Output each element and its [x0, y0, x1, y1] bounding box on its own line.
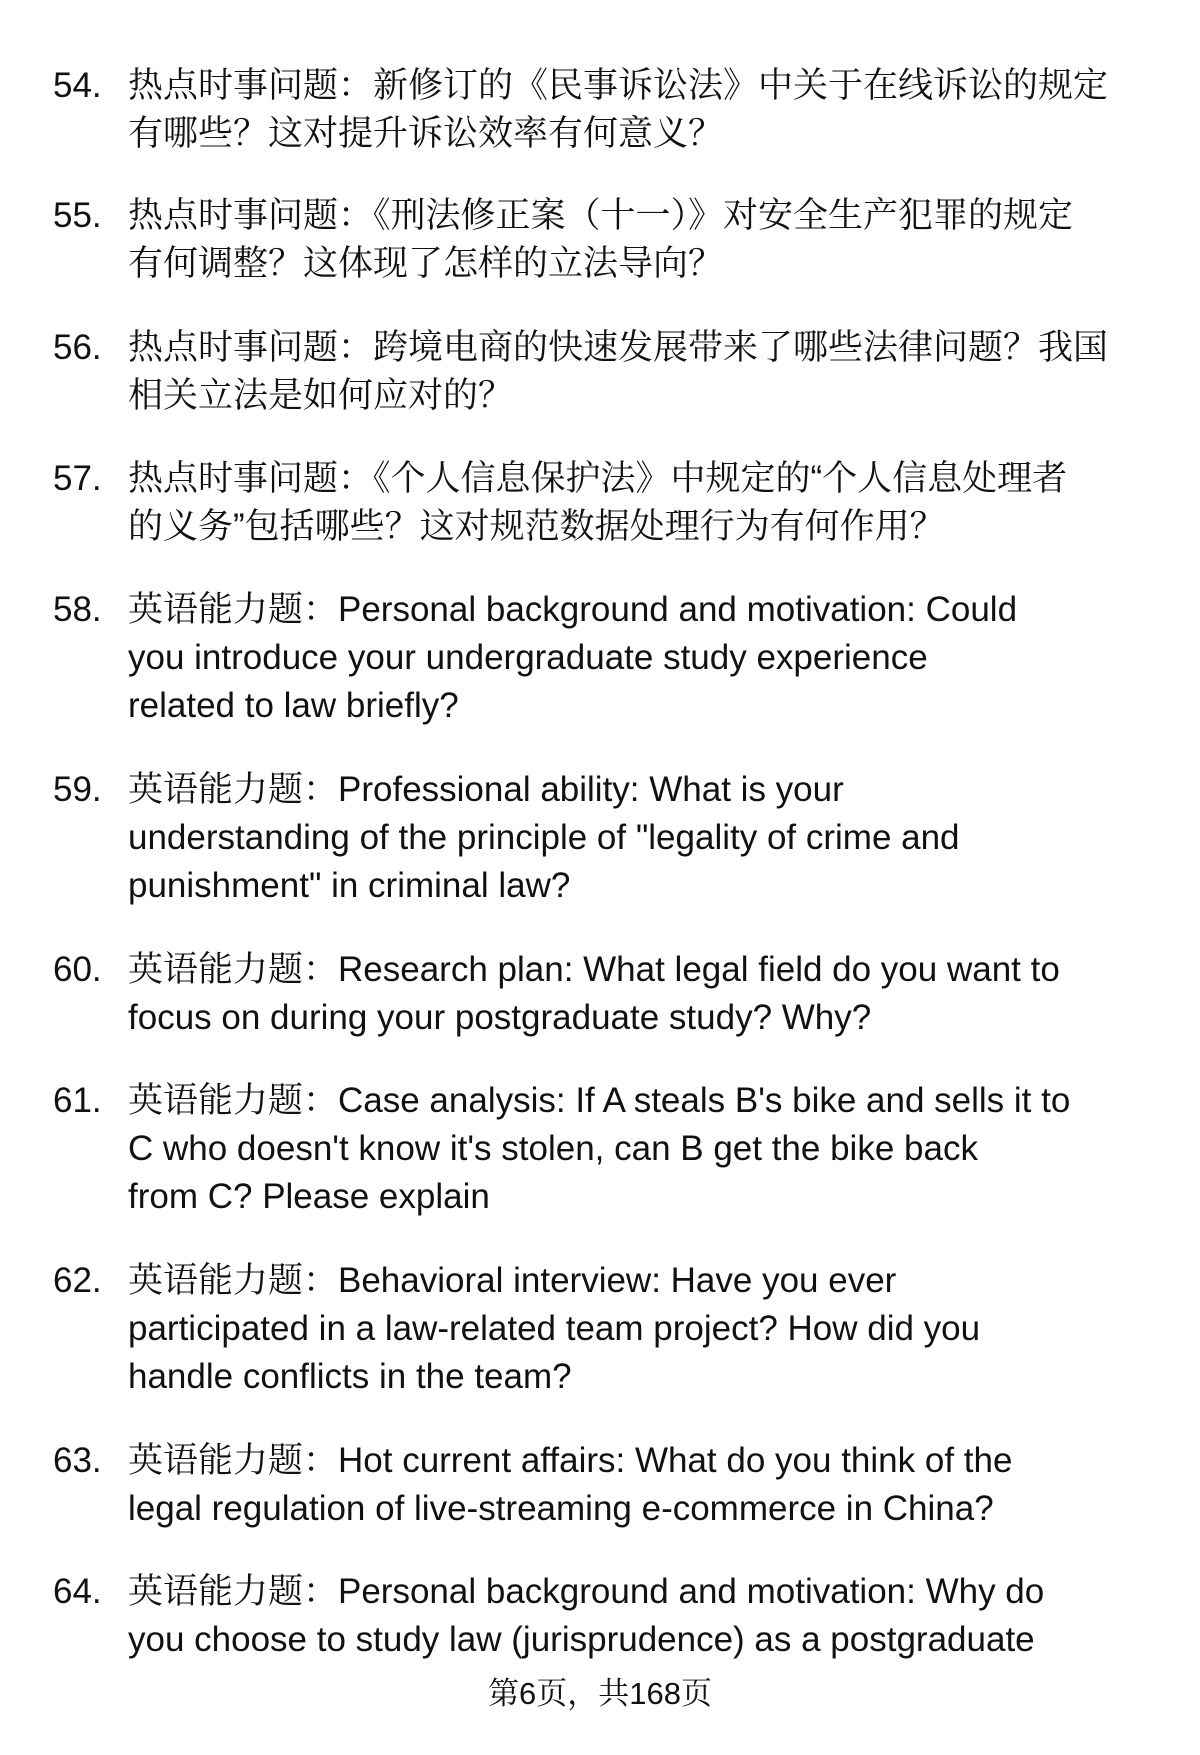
question-text-line: 热点时事问题：新修订的《民事诉讼法》中关于在线诉讼的规定: [128, 66, 1109, 105]
question-text: [128, 586, 1158, 730]
question-text-line: punishment" in criminal law?: [128, 866, 571, 905]
question-text-line: 英语能力题：Personal background and motivation: Why do: [128, 1572, 1045, 1611]
question-text: [128, 946, 1158, 1042]
question-text-line: participated in a law-related team project? How did you: [128, 1309, 981, 1348]
question-text: [128, 1568, 1158, 1664]
question-text: [128, 1257, 1158, 1401]
question-text-line: 热点时事问题：《刑法修正案（十一）》对安全生产犯罪的规定: [128, 196, 1074, 235]
question-text-line: 热点时事问题：跨境电商的快速发展带来了哪些法律问题？我国: [128, 328, 1109, 367]
question-text: [128, 455, 1158, 551]
question-text-line: understanding of the principle of "legality of crime and: [128, 818, 960, 857]
question-number: 61.: [53, 1081, 102, 1120]
question-text: [128, 766, 1158, 910]
question-text-line: related to law briefly?: [128, 686, 459, 725]
question-text-line: focus on during your postgraduate study? Why?: [128, 998, 872, 1037]
question-text-line: handle conflicts in the team?: [128, 1357, 572, 1396]
question-text-line: 热点时事问题：《个人信息保护法》中规定的“个人信息处理者: [128, 459, 1068, 498]
question-text-line: 英语能力题：Case analysis: If A steals B's bike and sells it to: [128, 1081, 1071, 1120]
question-text-line: C who doesn't know it's stolen, can B get the bike back: [128, 1129, 978, 1168]
question-text-line: 英语能力题：Hot current affairs: What do you think of the: [128, 1441, 1013, 1480]
question-number: 58.: [53, 590, 102, 629]
question-text: [128, 1077, 1158, 1221]
question-number: 60.: [53, 950, 102, 989]
question-text-line: 有哪些？这对提升诉讼效率有何意义？: [128, 114, 724, 153]
question-text-line: from C? Please explain: [128, 1177, 490, 1216]
question-text: [128, 324, 1158, 420]
question-number: 59.: [53, 770, 102, 809]
question-text-line: 相关立法是如何应对的？: [128, 376, 514, 415]
question-text: [128, 192, 1158, 288]
question-text-line: 英语能力题：Professional ability: What is your: [128, 770, 844, 809]
question-number: 57.: [53, 459, 102, 498]
question-number: 63.: [53, 1441, 102, 1480]
question-text: [128, 62, 1158, 158]
question-text-line: 有何调整？这体现了怎样的立法导向？: [128, 244, 724, 283]
question-number: 56.: [53, 328, 102, 367]
question-text: [128, 1437, 1158, 1533]
question-text-line: 英语能力题：Research plan: What legal field do you want to: [128, 950, 1060, 989]
question-number: 54.: [53, 66, 102, 105]
question-text-line: you choose to study law (jurisprudence) as a postgraduate: [128, 1620, 1035, 1659]
question-number: 55.: [53, 196, 102, 235]
question-text-line: legal regulation of live-streaming e-commerce in China?: [128, 1489, 994, 1528]
question-text-line: you introduce your undergraduate study experience: [128, 638, 928, 677]
question-text-line: 英语能力题：Behavioral interview: Have you ever: [128, 1261, 897, 1300]
question-text-line: 的义务”包括哪些？这对规范数据处理行为有何作用？: [128, 507, 945, 546]
question-text-line: 英语能力题：Personal background and motivation: Could: [128, 590, 1018, 629]
question-number: 64.: [53, 1572, 102, 1611]
page-number: 第6页，共168页: [488, 1676, 712, 1711]
question-number: 62.: [53, 1261, 102, 1300]
